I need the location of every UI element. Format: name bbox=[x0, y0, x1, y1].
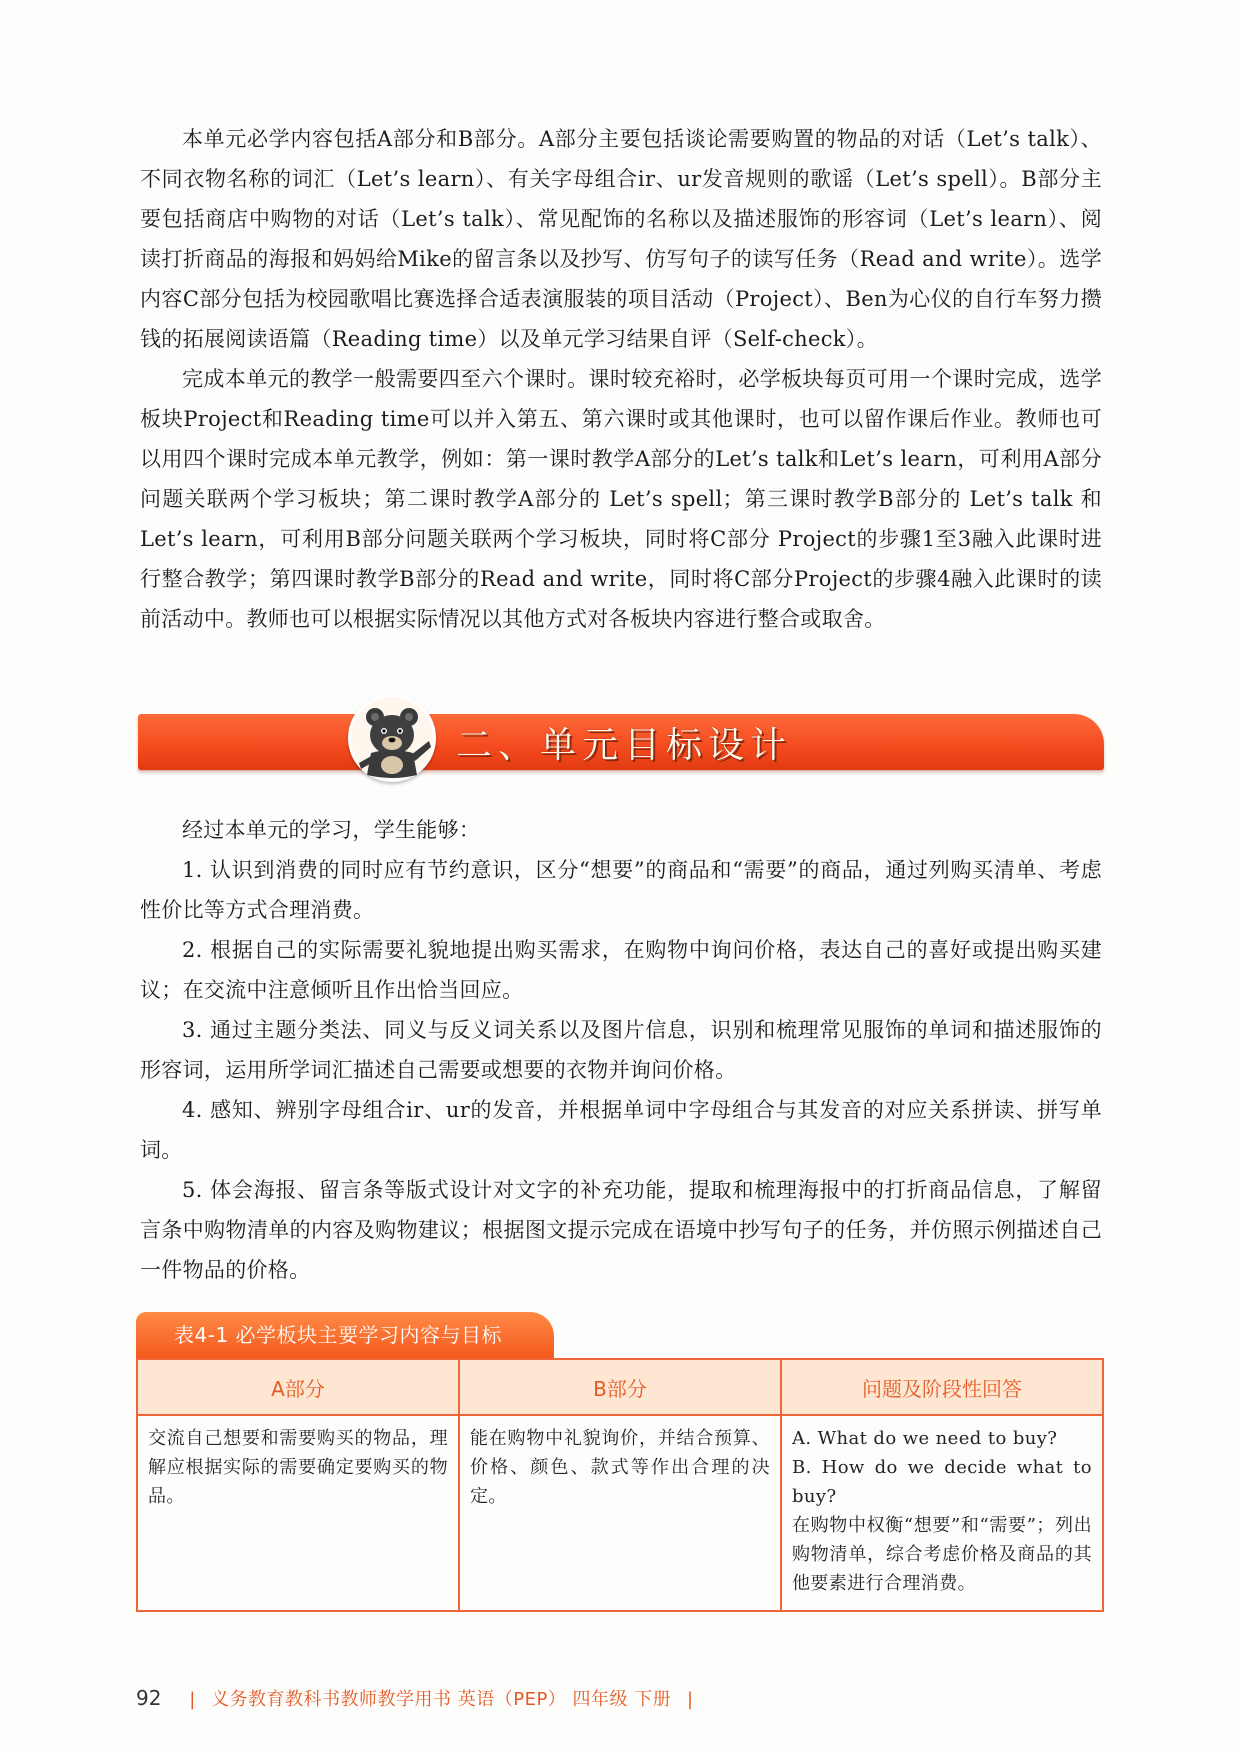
footer-separator: | bbox=[189, 1689, 196, 1710]
stage-answer: 在购物中权衡“想要”和“需要”；列出购物清单，综合考虑价格及商品的其他要素进行合理消费。 bbox=[792, 1515, 1092, 1594]
table-header-a: A部分 bbox=[137, 1359, 459, 1415]
section-banner bbox=[138, 694, 1104, 776]
intro-paragraph: 本单元必学内容包括A部分和B部分。A部分主要包括谈论需要购置的物品的对话（Let’s talk）、不同衣物名称的词汇（Let’s learn）、有关字母组合ir、ur发音规则的歌谣（Let’s spell）。B部分主要包括商店中购物的对话（Let’s talk）、常见配饰的名称以及描述服饰的形容词（Let’s learn）、阅读打折商品的海报和妈妈给Mike的留言条以及抄写、仿写句子的读写任务（Read and write）。选学内容C部分包括为校园歌唱比赛选择合适表演服装的项目活动（Project）、Ben为心仪的自行车努力攒钱的拓展阅读语篇（Reading time）以及单元学习结果自评（Self-check）。 bbox=[140, 127, 1102, 351]
section-title: 二、单元目标设计 bbox=[456, 725, 793, 766]
footer-separator-end: | bbox=[686, 1689, 694, 1710]
content-table-block bbox=[136, 1312, 1104, 1612]
question-b: B. How do we decide what to buy? bbox=[792, 1457, 1092, 1507]
objectives-section bbox=[140, 810, 1102, 1290]
intro-paragraph: 完成本单元的教学一般需要四至六个课时。课时较充裕时，必学板块每页可用一个课时完成，选学板块Project和Reading time可以并入第五、第六课时或其他课时，也可以留作课后作业。教师也可以用四个课时完成本单元教学，例如：第一课时教学A部分的Let’s talk和Let’s learn，可利用A部分问题关联两个学习板块；第二课时教学A部分的 Let’s spell；第三课时教学B部分的 Let’s talk 和 Let’s learn，可利用B部分问题关联两个学习板块，同时将C部分 Project的步骤1至3融入此课时进行整合教学；第四课时教学B部分的Read and write，同时将C部分Project的步骤4融入此课时的读前活动中。教师也可以根据实际情况以其他方式对各板块内容进行整合或取舍。 bbox=[140, 367, 1102, 631]
objective-item: 1. 认识到消费的同时应有节约意识，区分“想要”的商品和“需要”的商品，通过列购买清单、考虑性价比等方式合理消费。 bbox=[140, 858, 1102, 922]
table-header-row bbox=[137, 1359, 1103, 1415]
content-table bbox=[136, 1358, 1104, 1612]
objectives-lead: 经过本单元的学习，学生能够： bbox=[182, 818, 481, 842]
objective-item: 2. 根据自己的实际需要礼貌地提出购买需求，在购物中询问价格，表达自己的喜好或提出购买建议；在交流中注意倾听且作出恰当回应。 bbox=[140, 938, 1102, 1002]
table-cell-b: 能在购物中礼貌询价，并结合预算、价格、颜色、款式等作出合理的决定。 bbox=[459, 1415, 781, 1611]
book-title: 义务教育教科书教师教学用书 英语（PEP） 四年级 下册 bbox=[211, 1689, 672, 1710]
page-footer bbox=[136, 1685, 693, 1711]
table-caption: 表4-1 必学板块主要学习内容与目标 bbox=[136, 1312, 554, 1358]
question-a: A. What do we need to buy? bbox=[792, 1428, 1058, 1449]
objective-item: 3. 通过主题分类法、同义与反义词关系以及图片信息，识别和梳理常见服饰的单词和描述服饰的形容词，运用所学词汇描述自己需要或想要的衣物并询问价格。 bbox=[140, 1018, 1102, 1082]
objective-item: 4. 感知、辨别字母组合ir、ur的发音，并根据单词中字母组合与其发音的对应关系拼读、拼写单词。 bbox=[140, 1098, 1102, 1162]
table-header-questions: 问题及阶段性回答 bbox=[781, 1359, 1103, 1415]
page-number: 92 bbox=[136, 1686, 162, 1710]
table-header-b: B部分 bbox=[459, 1359, 781, 1415]
bear-mascot-icon bbox=[348, 694, 436, 782]
table-row bbox=[137, 1415, 1103, 1611]
table-cell-questions bbox=[781, 1415, 1103, 1611]
table-cell-a: 交流自己想要和需要购买的物品，理解应根据实际的需要确定要购买的物品。 bbox=[137, 1415, 459, 1611]
intro-section bbox=[140, 119, 1102, 639]
objective-item: 5. 体会海报、留言条等版式设计对文字的补充功能，提取和梳理海报中的打折商品信息，了解留言条中购物清单的内容及购物建议；根据图文提示完成在语境中抄写句子的任务，并仿照示例描述自己一件物品的价格。 bbox=[140, 1178, 1102, 1282]
